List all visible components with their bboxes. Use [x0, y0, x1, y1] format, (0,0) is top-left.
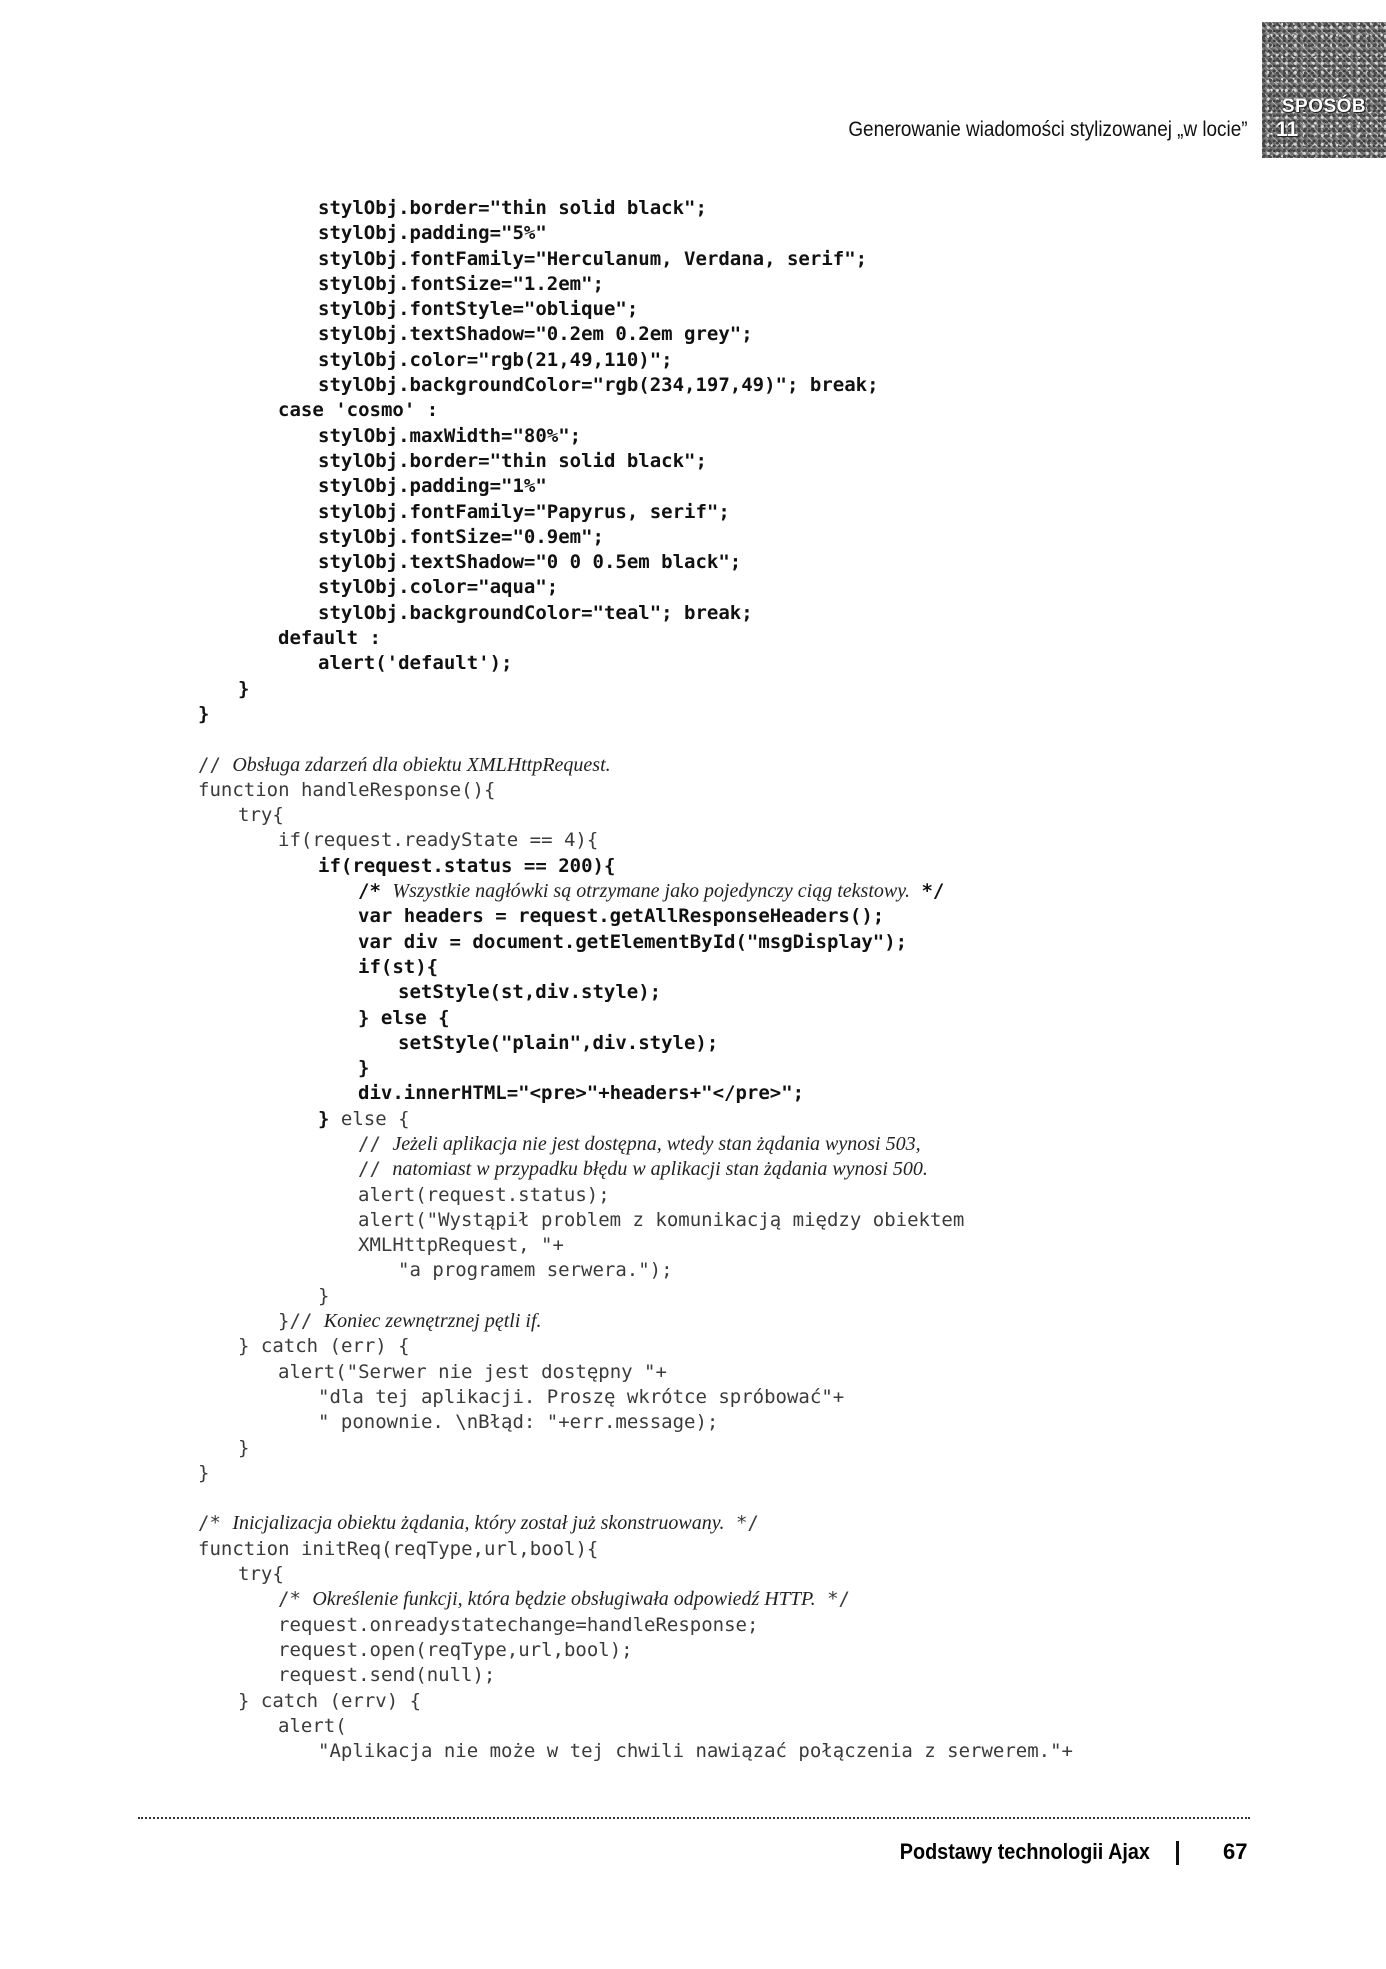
code-token: else {: [329, 1107, 410, 1130]
code-token: function initReq(reqType,url,bool){: [198, 1537, 599, 1560]
code-token: }: [318, 1284, 330, 1307]
code-line: [198, 1537, 1073, 1562]
code-line: [198, 1360, 1073, 1385]
code-token: //: [198, 753, 233, 776]
code-token: /*: [358, 880, 393, 903]
code-line: [198, 550, 1073, 575]
footer-separator: [1176, 1841, 1179, 1865]
code-line: [198, 980, 1073, 1005]
code-line: [198, 1511, 1073, 1536]
code-line: [198, 1006, 1073, 1031]
code-token: alert('default');: [318, 652, 513, 675]
code-token: stylObj.textShadow="0 0 0.5em black";: [318, 551, 742, 574]
code-line: [198, 348, 1073, 373]
code-token: if(request.readyState == 4){: [278, 829, 599, 852]
code-line: [198, 930, 1073, 955]
code-line: [198, 1132, 1073, 1157]
code-token: " ponownie. \nBłąd: "+err.message);: [318, 1411, 719, 1434]
code-line: [198, 398, 1073, 423]
code-token: /*: [278, 1588, 313, 1611]
code-line: [198, 1031, 1073, 1056]
code-line: [198, 1638, 1073, 1663]
code-token: /*: [198, 1512, 233, 1535]
code-line: [198, 1081, 1073, 1106]
footer-rule: [138, 1817, 1250, 1819]
chapter-tab-number: 11: [1276, 118, 1299, 141]
code-token: function handleResponse(){: [198, 778, 496, 801]
chapter-tab-label: SPOSÓB: [1281, 96, 1367, 117]
code-token: //: [358, 1132, 393, 1155]
code-token: default :: [278, 627, 381, 650]
code-line: [198, 525, 1073, 550]
code-token: } else {: [358, 1006, 450, 1029]
code-token: "Aplikacja nie może w tej chwili nawiązać połączenia z serwerem."+: [318, 1740, 1073, 1763]
code-token: stylObj.color="aqua";: [318, 576, 559, 599]
code-line: [198, 1284, 1073, 1309]
code-token: stylObj.fontStyle="oblique";: [318, 298, 639, 321]
code-token: div.innerHTML="<pre>"+headers+"</pre>";: [358, 1082, 805, 1105]
code-token: }: [198, 702, 210, 725]
code-comment-text: natomiast w przypadku błędu w aplikacji stan żądania wynosi 500.: [392, 1158, 928, 1181]
code-line: [198, 702, 1073, 727]
code-line: [198, 449, 1073, 474]
code-token: case 'cosmo' :: [278, 399, 439, 422]
code-token: request.send(null);: [278, 1664, 496, 1687]
code-line: [198, 955, 1073, 980]
code-token: setStyle(st,div.style);: [398, 981, 662, 1004]
code-token: } catch (err) {: [238, 1335, 410, 1358]
code-token: stylObj.textShadow="0.2em 0.2em grey";: [318, 323, 753, 346]
code-token: "dla tej aplikacji. Proszę wkrótce spróbować"+: [318, 1385, 845, 1408]
footer-book-title: Podstawy technologii Ajax: [899, 1839, 1150, 1864]
code-line: [198, 247, 1073, 272]
code-line: [198, 1056, 1073, 1081]
code-comment-text: Inicjalizacja obiektu żądania, który został już skonstruowany.: [232, 1512, 725, 1535]
code-line: [198, 575, 1073, 600]
code-comment-text: Określenie funkcji, która będzie obsługiwała odpowiedź HTTP.: [312, 1588, 816, 1611]
code-comment-text: Wszystkie nagłówki są otrzymane jako pojedynczy ciąg tekstowy.: [392, 880, 910, 903]
code-comment-text: Jeżeli aplikacja nie jest dostępna, wtedy stan żądania wynosi 503,: [392, 1132, 921, 1155]
code-token: */: [910, 880, 945, 903]
code-line: [198, 500, 1073, 525]
code-token: stylObj.fontFamily="Herculanum, Verdana, serif";: [318, 247, 868, 270]
code-token: */: [815, 1588, 850, 1611]
code-line: [198, 778, 1073, 803]
code-line: [198, 1410, 1073, 1435]
code-token: }: [238, 1436, 250, 1459]
code-line: [198, 322, 1073, 347]
code-token: XMLHttpRequest, "+: [358, 1234, 564, 1257]
code-token: */: [724, 1512, 759, 1535]
code-line: [198, 1385, 1073, 1410]
code-line: [198, 1562, 1073, 1587]
code-token: try{: [238, 804, 284, 827]
code-token: stylObj.color="rgb(21,49,110)";: [318, 348, 673, 371]
code-token: }: [358, 1057, 370, 1080]
code-line: [198, 297, 1073, 322]
code-comment-text: Obsługa zdarzeń dla obiektu XMLHttpRequest.: [232, 753, 611, 776]
code-comment-text: Koniec zewnętrznej pętli if.: [323, 1310, 542, 1333]
code-token: }: [238, 677, 250, 700]
code-line: [198, 1309, 1073, 1334]
code-token: stylObj.fontSize="0.9em";: [318, 525, 604, 548]
code-token: stylObj.maxWidth="80%";: [318, 424, 582, 447]
code-line: [198, 1714, 1073, 1739]
code-token: stylObj.backgroundColor="teal"; break;: [318, 601, 753, 624]
code-token: if(st){: [358, 955, 439, 978]
code-token: request.onreadystatechange=handleResponse;: [278, 1613, 759, 1636]
code-line: [198, 904, 1073, 929]
code-token: setStyle("plain",div.style);: [398, 1031, 719, 1054]
code-line: [198, 828, 1073, 853]
code-token: stylObj.padding="1%": [318, 475, 547, 498]
code-token: stylObj.fontFamily="Papyrus, serif";: [318, 500, 730, 523]
code-line: [198, 1208, 1073, 1233]
code-line: [198, 1739, 1073, 1764]
code-token: stylObj.border="thin solid black";: [318, 449, 707, 472]
code-token: alert("Wystąpił problem z komunikacją między obiektem: [358, 1208, 965, 1231]
running-head-title: Generowanie wiadomości stylizowanej „w locie”: [848, 118, 1248, 141]
code-token: stylObj.fontSize="1.2em";: [318, 272, 604, 295]
code-line: [198, 626, 1073, 651]
code-token: //: [358, 1158, 393, 1181]
code-line: [198, 879, 1073, 904]
code-line: [198, 854, 1073, 879]
chapter-tab: [1262, 22, 1386, 158]
code-line: [198, 1334, 1073, 1359]
code-token: } catch (errv) {: [238, 1689, 422, 1712]
code-line: [198, 1461, 1073, 1486]
code-token: alert(: [278, 1714, 347, 1737]
code-line: [198, 1613, 1073, 1638]
code-line: [198, 677, 1073, 702]
code-listing: [198, 196, 1073, 1764]
code-token: stylObj.padding="5%": [318, 222, 547, 245]
code-line: [198, 1233, 1073, 1258]
code-token: stylObj.backgroundColor="rgb(234,197,49)"; break;: [318, 374, 879, 397]
code-token: }: [318, 1107, 330, 1130]
code-line: [198, 272, 1073, 297]
code-line: [198, 753, 1073, 778]
code-token: var div = document.getElementById("msgDisplay");: [358, 930, 908, 953]
code-token: alert("Serwer nie jest dostępny "+: [278, 1360, 667, 1383]
code-line: [198, 1663, 1073, 1688]
code-line: [198, 1157, 1073, 1182]
code-line: [198, 373, 1073, 398]
code-line: [198, 196, 1073, 221]
page-number: 67: [1223, 1839, 1248, 1864]
code-line: [198, 221, 1073, 246]
code-line: [198, 1486, 1073, 1511]
code-token: "a programem serwera.");: [398, 1259, 673, 1282]
code-token: try{: [238, 1563, 284, 1586]
code-line: [198, 1183, 1073, 1208]
code-token: }: [198, 1461, 210, 1484]
code-line: [198, 803, 1073, 828]
code-line: [198, 1587, 1073, 1612]
code-token: }//: [278, 1310, 324, 1333]
code-line: [198, 424, 1073, 449]
code-token: request.open(reqType,url,bool);: [278, 1638, 633, 1661]
code-token: if(request.status == 200){: [318, 854, 616, 877]
code-line: [198, 1258, 1073, 1283]
code-token: stylObj.border="thin solid black";: [318, 197, 707, 219]
code-line: [198, 651, 1073, 676]
code-line: [198, 1107, 1073, 1132]
code-line: [198, 1436, 1073, 1461]
code-token: var headers = request.getAllResponseHeaders();: [358, 905, 885, 928]
code-line: [198, 601, 1073, 626]
code-line: [198, 727, 1073, 752]
code-line: [198, 1689, 1073, 1714]
code-token: alert(request.status);: [358, 1183, 610, 1206]
code-line: [198, 474, 1073, 499]
